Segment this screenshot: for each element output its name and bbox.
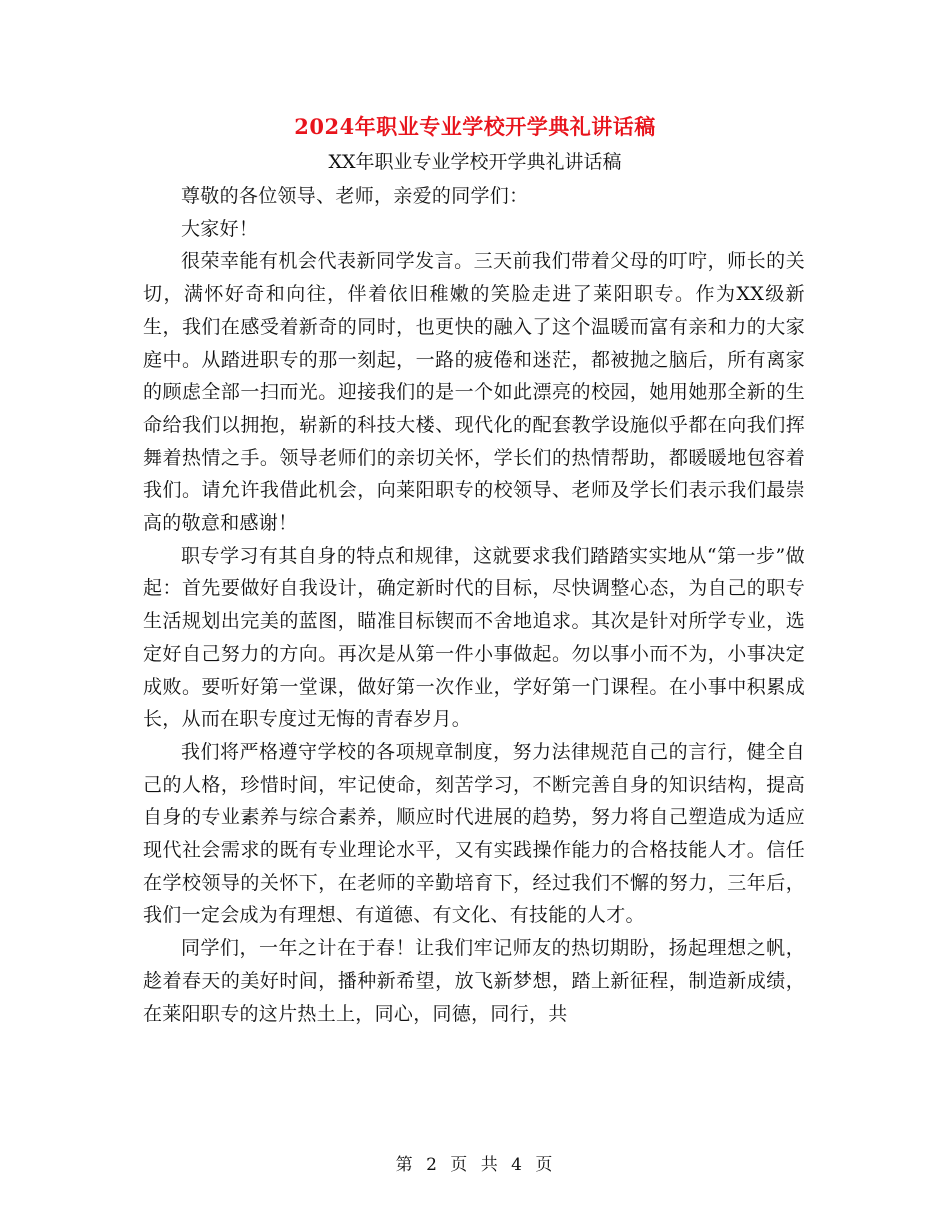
paragraph-closing: 同学们，一年之计在于春！让我们牢记师友的热切期盼，扬起理想之帆，趁着春天的美好时间，播种新希望，放飞新梦想，踏上新征程，制造新成绩，在莱阳职专的这片热土上，同心，同德，同行，共 — [143, 937, 805, 1025]
paragraph-intro: 很荣幸能有机会代表新同学发言。三天前我们带着父母的叮咛，师长的关切，满怀好奇和向往，伴着依旧稚嫩的笑脸走进了莱阳职专。作为XX级新生，我们在感受着新奇的同时，也更快的融入了这个温暖而富有亲和力的大家庭中。从踏进职专的那一刻起，一路的疲倦和迷茫，都被抛之脑后，所有离家的顾虑全部一扫而光。迎接我们的是一个如此漂亮的校园，她用她那全新的生命给我们以拥抱，崭新的科技大楼、现代化的配套教学设施似乎都在向我们挥舞着热情之手。领导老师们的亲切关怀，学长们的热情帮助，都暖暖地包容着我们。请允许我借此机会，向莱阳职专的校领导、老师及学长们表示我们最崇高的敬意和感谢！ — [143, 250, 805, 535]
document-body — [143, 180, 805, 1030]
paragraph-commitment: 我们将严格遵守学校的各项规章制度，努力法律规范自己的言行，健全自己的人格，珍惜时间，牢记使命，刻苦学习，不断完善自身的知识结构，提高自身的专业素养与综合素养，顺应时代进展的趋势，努力将自己塑造成为适应现代社会需求的既有专业理论水平，又有实践操作能力的合格技能人才。信任在学校领导的关怀下，在老师的辛勤培育下，经过我们不懈的努力，三年后，我们一定会成为有理想、有道德、有文化、有技能的人才。 — [143, 740, 805, 927]
document-subtitle: XX年职业专业学校开学典礼讲话稿 — [328, 151, 622, 173]
paragraph-study: 职专学习有其自身的特点和规律，这就要求我们踏踏实实地从“第一步”做起：首先要做好自我设计，确定新时代的目标，尽快调整心态，为自己的职专生活规划出完美的蓝图，瞄准目标锲而不舍地追求。其次是针对所学专业，选定好自己努力的方向。再次是从第一件小事做起。勿以事小而不为，小事决定成败。要听好第一堂课，做好第一次作业，学好第一门课程。在小事中积累成长，从而在职专度过无悔的青春岁月。 — [143, 544, 805, 731]
salutation: 尊敬的各位领导、老师，亲爱的同学们： — [181, 185, 529, 207]
document-title: 2024年职业专业学校开学典礼讲话稿 — [294, 114, 656, 139]
page-number-footer: 第 2 页 共 4 页 — [395, 1155, 555, 1175]
greeting: 大家好！ — [181, 217, 259, 240]
